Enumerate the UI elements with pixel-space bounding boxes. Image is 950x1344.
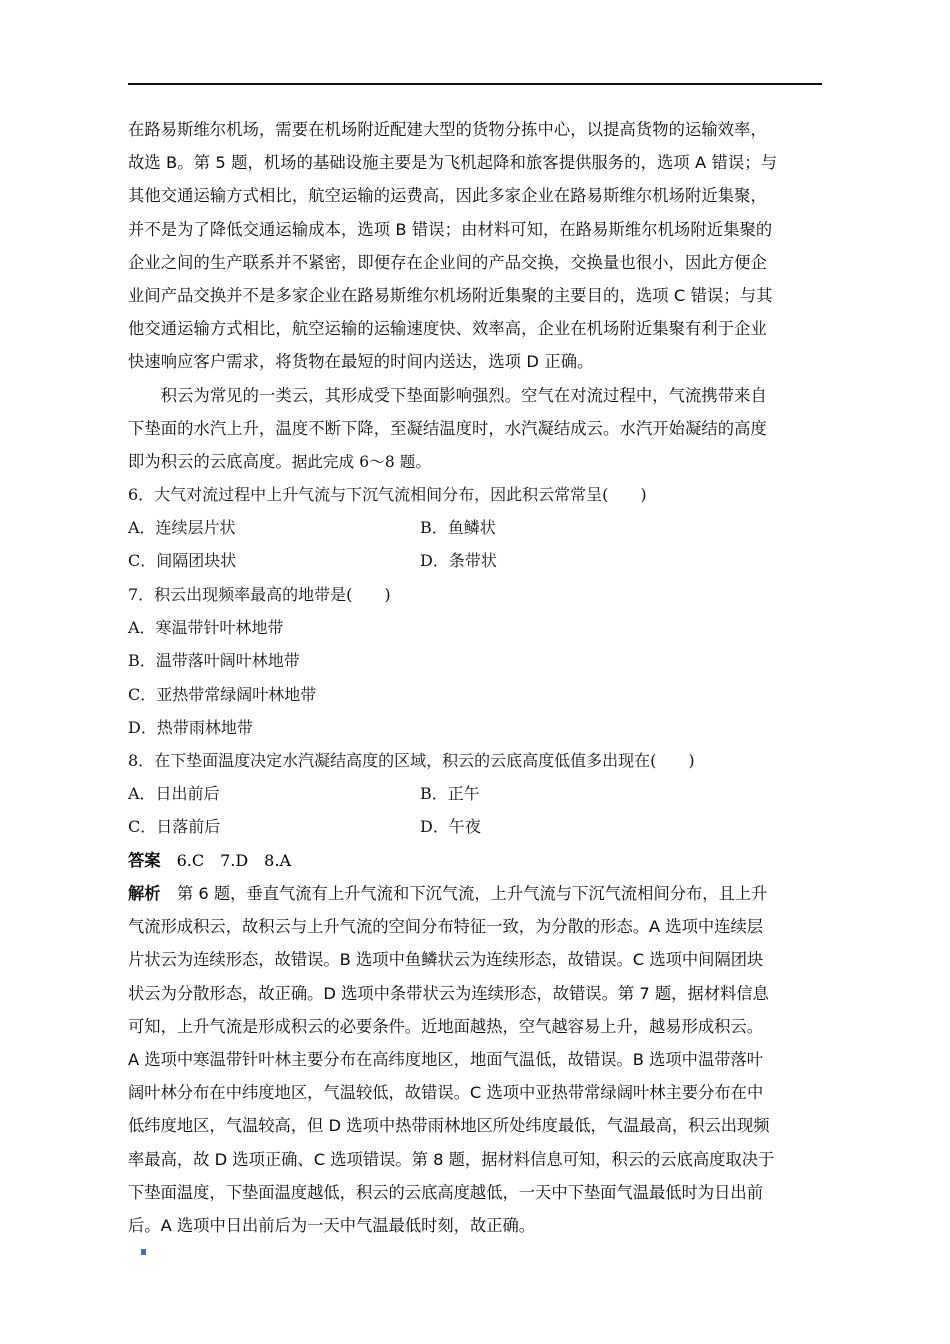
material-stimulus-block: [128, 379, 822, 480]
answer-values: 6.C 7.D 8.A: [160, 851, 292, 870]
material-line-with-instruction: [128, 445, 822, 479]
question-6-stem: 6．大气对流过程中上升气流与下沉气流相间分布，因此积云常常呈( ): [128, 485, 647, 504]
question-8-options-row-1: [128, 777, 822, 810]
analysis-first-line: [128, 877, 822, 910]
answer-line: [128, 844, 822, 877]
continued-explanation-line: 企业之间的生产联系并不紧密，即便存在企业间的产品交换，交换量也很小，因此方便企: [128, 252, 767, 272]
continued-explanation-line: 在路易斯维尔机场，需要在机场附近配建大型的货物分拣中心，以提高货物的运输效率，: [128, 120, 767, 139]
question-6-option-c[interactable]: C．间隔团块状: [128, 551, 237, 571]
question-7-options-row-3: [128, 678, 822, 711]
analysis-line: A 选项中寒温带针叶林主要分布在高纬度地区，地面气温低，故错误。B 选项中温带落叶: [128, 1050, 764, 1070]
question-8-option-b[interactable]: B．正午: [420, 784, 480, 804]
material-line: 即为积云的云底高度。: [128, 452, 292, 472]
question-8-option-a[interactable]: A．日出前后: [128, 784, 220, 804]
analysis-line: 状云为分散形态，故正确。D 选项中条带状云为连续形态，故错误。第 7 题，据材料信息: [128, 983, 769, 1003]
question-7-options-row-2: [128, 644, 822, 677]
question-6-options-row-2: [128, 544, 822, 577]
question-6-option-a[interactable]: A．连续层片状: [128, 518, 236, 538]
analysis-line: 可知，上升气流是形成积云的必要条件。近地面越热，空气越容易上升，越易形成积云。: [128, 1016, 763, 1036]
analysis-label: 解析: [128, 884, 161, 903]
question-7-option-b[interactable]: B．温带落叶阔叶林地带: [128, 651, 300, 671]
continued-explanation-line: 其他交通运输方式相比，航空运输的运费高，因此多家企业在路易斯维尔机场附近集聚，: [128, 186, 767, 206]
blue-page-mark: [141, 1249, 146, 1255]
continued-explanation-line: 快速响应客户需求，将货物在最短的时间内送达，选项 D 正确。: [128, 352, 594, 372]
question-6-option-b[interactable]: B．鱼鳞状: [420, 518, 496, 538]
analysis-line: 后。A 选项中日出前后为一天中气温最低时刻，故正确。: [128, 1216, 536, 1236]
question-7-options-row-4: [128, 711, 822, 744]
analysis-line: 片状云为连续形态，故错误。B 选项中鱼鳞状云为连续形态，故错误。C 选项中间隔团块: [128, 950, 764, 970]
analysis-block: [128, 877, 822, 1242]
continued-explanation-line: 他交通运输方式相比，航空运输的运输速度快、效率高，企业在机场附近集聚有利于企业: [128, 319, 767, 339]
analysis-line: 下垫面温度，下垫面温度越低，积云的云底高度越低，一天中下垫面气温最低时为日出前: [128, 1182, 763, 1202]
question-8-options-row-2: [128, 810, 822, 843]
question-7-option-a[interactable]: A．寒温带针叶林地带: [128, 618, 284, 638]
answer-label: 答案: [128, 851, 161, 870]
question-6-option-d[interactable]: D．条带状: [420, 551, 497, 571]
question-8-option-c[interactable]: C．日落前后: [128, 817, 221, 837]
question-7-stem: 7．积云出现频率最高的地带是( ): [128, 585, 391, 604]
question-6-block: [128, 478, 822, 578]
question-7-block: [128, 578, 822, 744]
continued-explanation-block: [128, 113, 822, 379]
continued-explanation-line: 业间产品交换并不是多家企业在路易斯维尔机场附近集聚的主要目的，选项 C 错误；与其: [128, 286, 773, 306]
question-7-options-row-1: [128, 611, 822, 644]
question-8-stem: 8．在下垫面温度决定水汽凝结高度的区域，积云的云底高度低值多出现在( ): [128, 751, 695, 770]
analysis-line: 率最高，故 D 选项正确、C 选项错误。第 8 题，据材料信息可知，积云的云底高度取决于: [128, 1149, 775, 1169]
analysis-line: 气流形成积云，故积云与上升气流的空间分布特征一致，为分散的形态。A 选项中连续层: [128, 917, 764, 937]
question-8-option-d[interactable]: D．午夜: [420, 817, 481, 837]
analysis-line: 阔叶林分布在中纬度地区，气温较低，故错误。C 选项中亚热带常绿阔叶林主要分布在中: [128, 1083, 764, 1103]
material-line: 下垫面的水汽上升，温度不断下降，至凝结温度时，水汽凝结成云。水汽开始凝结的高度: [128, 419, 767, 439]
question-8-block: [128, 744, 822, 844]
header-divider-rule: [128, 83, 822, 85]
continued-explanation-line: 故选 B。第 5 题，机场的基础设施主要是为飞机起降和旅客提供服务的，选项 A 错误；与: [128, 153, 778, 173]
answer-block: [128, 844, 822, 877]
question-6-options-row-1: [128, 511, 822, 544]
continued-explanation-line: 并不是为了降低交通运输成本，选项 B 错误；由材料可知，在路易斯维尔机场附近集聚的: [128, 219, 773, 239]
material-instruction: 据此完成 6～8 题。: [291, 453, 432, 472]
material-line: 积云为常见的一类云，其形成受下垫面影响强烈。空气在对流过程中，气流携带来自: [128, 386, 767, 405]
analysis-line: 低纬度地区，气温较高，但 D 选项中热带雨林地区所处纬度最低，气温最高，积云出现频: [128, 1116, 770, 1136]
question-7-option-d[interactable]: D．热带雨林地带: [128, 717, 253, 737]
question-7-option-c[interactable]: C．亚热带常绿阔叶林地带: [128, 684, 317, 704]
analysis-line: 第 6 题，垂直气流有上升气流和下沉气流，上升气流与下沉气流相间分布，且上升: [160, 884, 768, 903]
